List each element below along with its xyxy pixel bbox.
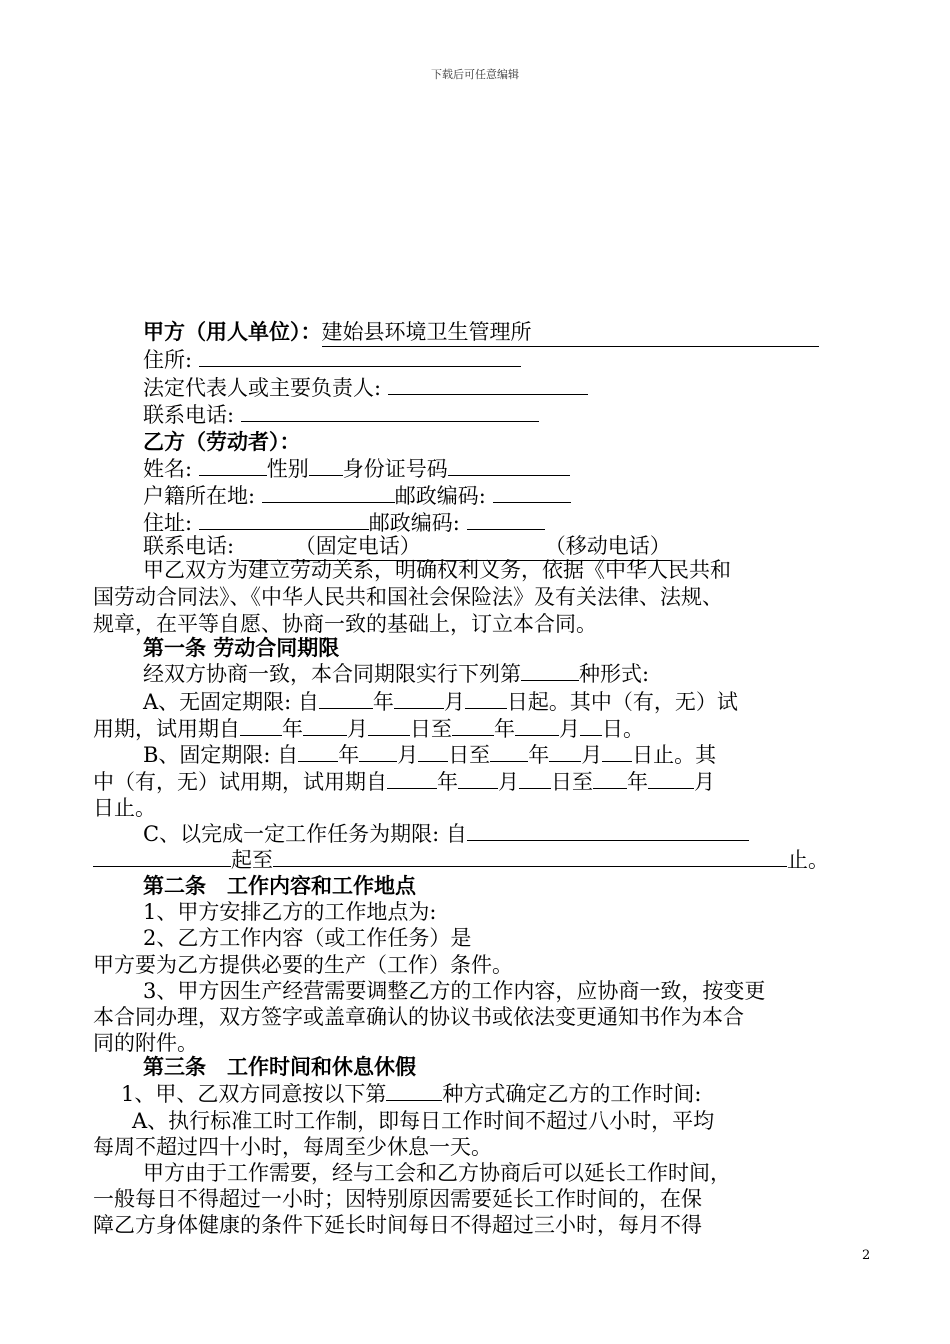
article-2-p3b: 本合同办理，双方签字或盖章确认的协议书或依法变更通知书作为本合: [93, 1005, 744, 1029]
party-a-rep-line: [143, 374, 588, 402]
probation-label: 用期，试用期自: [93, 717, 240, 741]
year-label: 年: [494, 717, 515, 741]
year-label: 年: [528, 743, 550, 767]
party-b-mobile-phone[interactable]: （移动电话）: [421, 532, 671, 561]
article-3-a2: 每周不超过四十小时，每周至少休息一天。: [93, 1135, 492, 1159]
party-b-postcode2-blank[interactable]: [467, 509, 545, 530]
option-a-line-1: [143, 688, 738, 716]
article-2-title: 第二条 工作内容和工作地点: [143, 873, 416, 898]
article-1-form-line: [143, 660, 649, 688]
blank[interactable]: [602, 741, 632, 762]
party-b-hukou-line: [143, 482, 571, 510]
option-b-line-3: 日止。: [93, 796, 156, 820]
option-c-line-1: [143, 820, 749, 848]
party-b-name-label: 姓名:: [143, 457, 193, 481]
article-3-o2: 一般每日不得超过一小时；因特别原因需要延长工作时间的，在保: [93, 1187, 702, 1211]
option-a-label: A、无固定期限: 自: [143, 690, 319, 714]
day-to-label: 日至: [551, 770, 593, 794]
party-a-name: 建始县环境卫生管理所: [322, 318, 819, 347]
blank[interactable]: [515, 715, 559, 736]
blank[interactable]: [593, 768, 627, 789]
day-to-label: 日至: [410, 717, 452, 741]
blank[interactable]: [387, 768, 437, 789]
year-label: 年: [372, 690, 394, 714]
day-to-label: 日至: [448, 743, 491, 767]
blank[interactable]: [273, 846, 787, 867]
blank[interactable]: [648, 768, 694, 789]
party-a-phone-label: 联系电话:: [143, 403, 235, 427]
month-label: 月: [347, 717, 368, 741]
article-3-o1: 甲方由于工作需要，经与工会和乙方协商后可以延长工作时间，: [143, 1161, 731, 1185]
intro-line-3: 规章，在平等自愿、协商一致的基础上，订立本合同。: [93, 612, 597, 636]
article-3-title: 第三条 工作时间和休息休假: [143, 1054, 416, 1079]
article-3-a1: A、执行标准工时工作制，即每日工作时间不超过八小时，平均: [132, 1109, 715, 1133]
blank[interactable]: [93, 846, 231, 867]
article-3-p1-text: 1、甲、乙双方同意按以下第: [121, 1082, 387, 1106]
party-b-postcode2-label: 邮政编码:: [368, 511, 460, 535]
party-b-label: 乙方（劳动者）：: [143, 429, 301, 454]
article-2-p2b: 甲方要为乙方提供必要的生产（工作）条件。: [93, 953, 513, 977]
month-label: 月: [443, 690, 465, 714]
party-b-id-label: 身份证号码: [342, 457, 448, 481]
option-b-line-1: [143, 741, 716, 769]
blank[interactable]: [240, 715, 282, 736]
blank[interactable]: [580, 715, 602, 736]
party-b-fixed-phone[interactable]: （固定电话）: [241, 532, 421, 561]
party-a-rep-blank[interactable]: [388, 374, 588, 395]
month-label: 月: [559, 717, 580, 741]
option-b-line-2: [93, 768, 715, 796]
party-b-gender-blank[interactable]: [309, 455, 343, 476]
blank[interactable]: [467, 820, 749, 841]
party-b-postcode-blank[interactable]: [493, 482, 571, 503]
until-label: 起至: [231, 848, 273, 872]
blank[interactable]: [452, 715, 494, 736]
article-1-title: 第一条 劳动合同期限: [143, 635, 340, 660]
party-a-phone-blank[interactable]: [241, 401, 539, 422]
year-label: 年: [627, 770, 648, 794]
party-b-name-blank[interactable]: [199, 455, 267, 476]
option-a-text: 日起。其中（有，无）试: [506, 690, 738, 714]
year-label: 年: [282, 717, 303, 741]
party-b-gender-label: 性别: [266, 457, 309, 481]
page-header: 下载后可任意编辑: [431, 68, 519, 81]
blank[interactable]: [418, 741, 448, 762]
article-2-p2: 2、乙方工作内容（或工作任务）是: [143, 926, 472, 950]
party-b-address-label: 住址:: [143, 511, 193, 535]
party-a-line: [143, 318, 819, 346]
party-b-hukou-blank[interactable]: [262, 482, 395, 503]
month-label: 月: [581, 743, 603, 767]
article-1-form-suffix: 种形式:: [579, 662, 650, 686]
intro-line-1: 甲乙双方为建立劳动关系，明确权利义务，依据《中华人民共和: [143, 558, 731, 582]
blank[interactable]: [519, 768, 551, 789]
party-b-postcode-label: 邮政编码:: [394, 484, 486, 508]
blank[interactable]: [359, 741, 397, 762]
blank[interactable]: [303, 715, 347, 736]
party-a-address-blank[interactable]: [199, 346, 521, 367]
blank[interactable]: [394, 688, 444, 709]
article-1-form-text: 经双方协商一致，本合同期限实行下列第: [143, 662, 521, 686]
page-number: 2: [862, 1248, 871, 1263]
article-3-p1: [121, 1080, 701, 1108]
probation-label: 中（有，无）试用期，试用期自: [93, 770, 387, 794]
day-stop-label: 日止。其: [632, 743, 717, 767]
blank[interactable]: [298, 741, 338, 762]
blank[interactable]: [549, 741, 581, 762]
party-a-address-label: 住所:: [143, 348, 193, 372]
party-b-hukou-label: 户籍所在地:: [143, 484, 256, 508]
year-label: 年: [437, 770, 458, 794]
worktime-form-blank[interactable]: [386, 1080, 442, 1101]
party-b-address-blank[interactable]: [199, 509, 369, 530]
month-label: 月: [694, 770, 715, 794]
option-c-line-2: [93, 846, 829, 874]
blank[interactable]: [458, 768, 498, 789]
intro-line-2: 国劳动合同法》、《中华人民共和国社会保险法》及有关法律、法规、: [93, 585, 723, 609]
option-c-label: C、以完成一定工作任务为期限: 自: [143, 822, 467, 846]
party-b-name-line: [143, 455, 570, 483]
article-2-p3a: 3、甲方因生产经营需要调整乙方的工作内容，应协商一致，按变更: [143, 979, 766, 1003]
blank[interactable]: [490, 741, 528, 762]
party-a-phone-line: [143, 401, 539, 429]
party-a-address-line: [143, 346, 521, 374]
blank[interactable]: [465, 688, 507, 709]
party-b-id-blank[interactable]: [448, 455, 570, 476]
article-2-p3c: 同的附件。: [93, 1031, 198, 1055]
day-end-label: 日。: [602, 717, 644, 741]
article-3-p1-suffix: 种方式确定乙方的工作时间:: [442, 1082, 702, 1106]
article-2-p1: 1、甲方安排乙方的工作地点为:: [143, 900, 437, 924]
month-label: 月: [498, 770, 519, 794]
end-label: 止。: [787, 848, 829, 872]
form-number-blank[interactable]: [521, 660, 579, 681]
blank[interactable]: [319, 688, 373, 709]
article-3-o3: 障乙方身体健康的条件下延长时间每日不得超过三小时，每月不得: [93, 1213, 702, 1237]
month-label: 月: [397, 743, 419, 767]
party-a-label: 甲方（用人单位）：: [143, 319, 322, 344]
option-a-line-2: [93, 715, 644, 743]
party-a-rep-label: 法定代表人或主要负责人:: [143, 376, 382, 400]
year-label: 年: [338, 743, 360, 767]
blank[interactable]: [368, 715, 410, 736]
option-b-label: B、固定期限: 自: [143, 743, 299, 767]
party-b-phone-label: 联系电话:: [143, 534, 235, 558]
